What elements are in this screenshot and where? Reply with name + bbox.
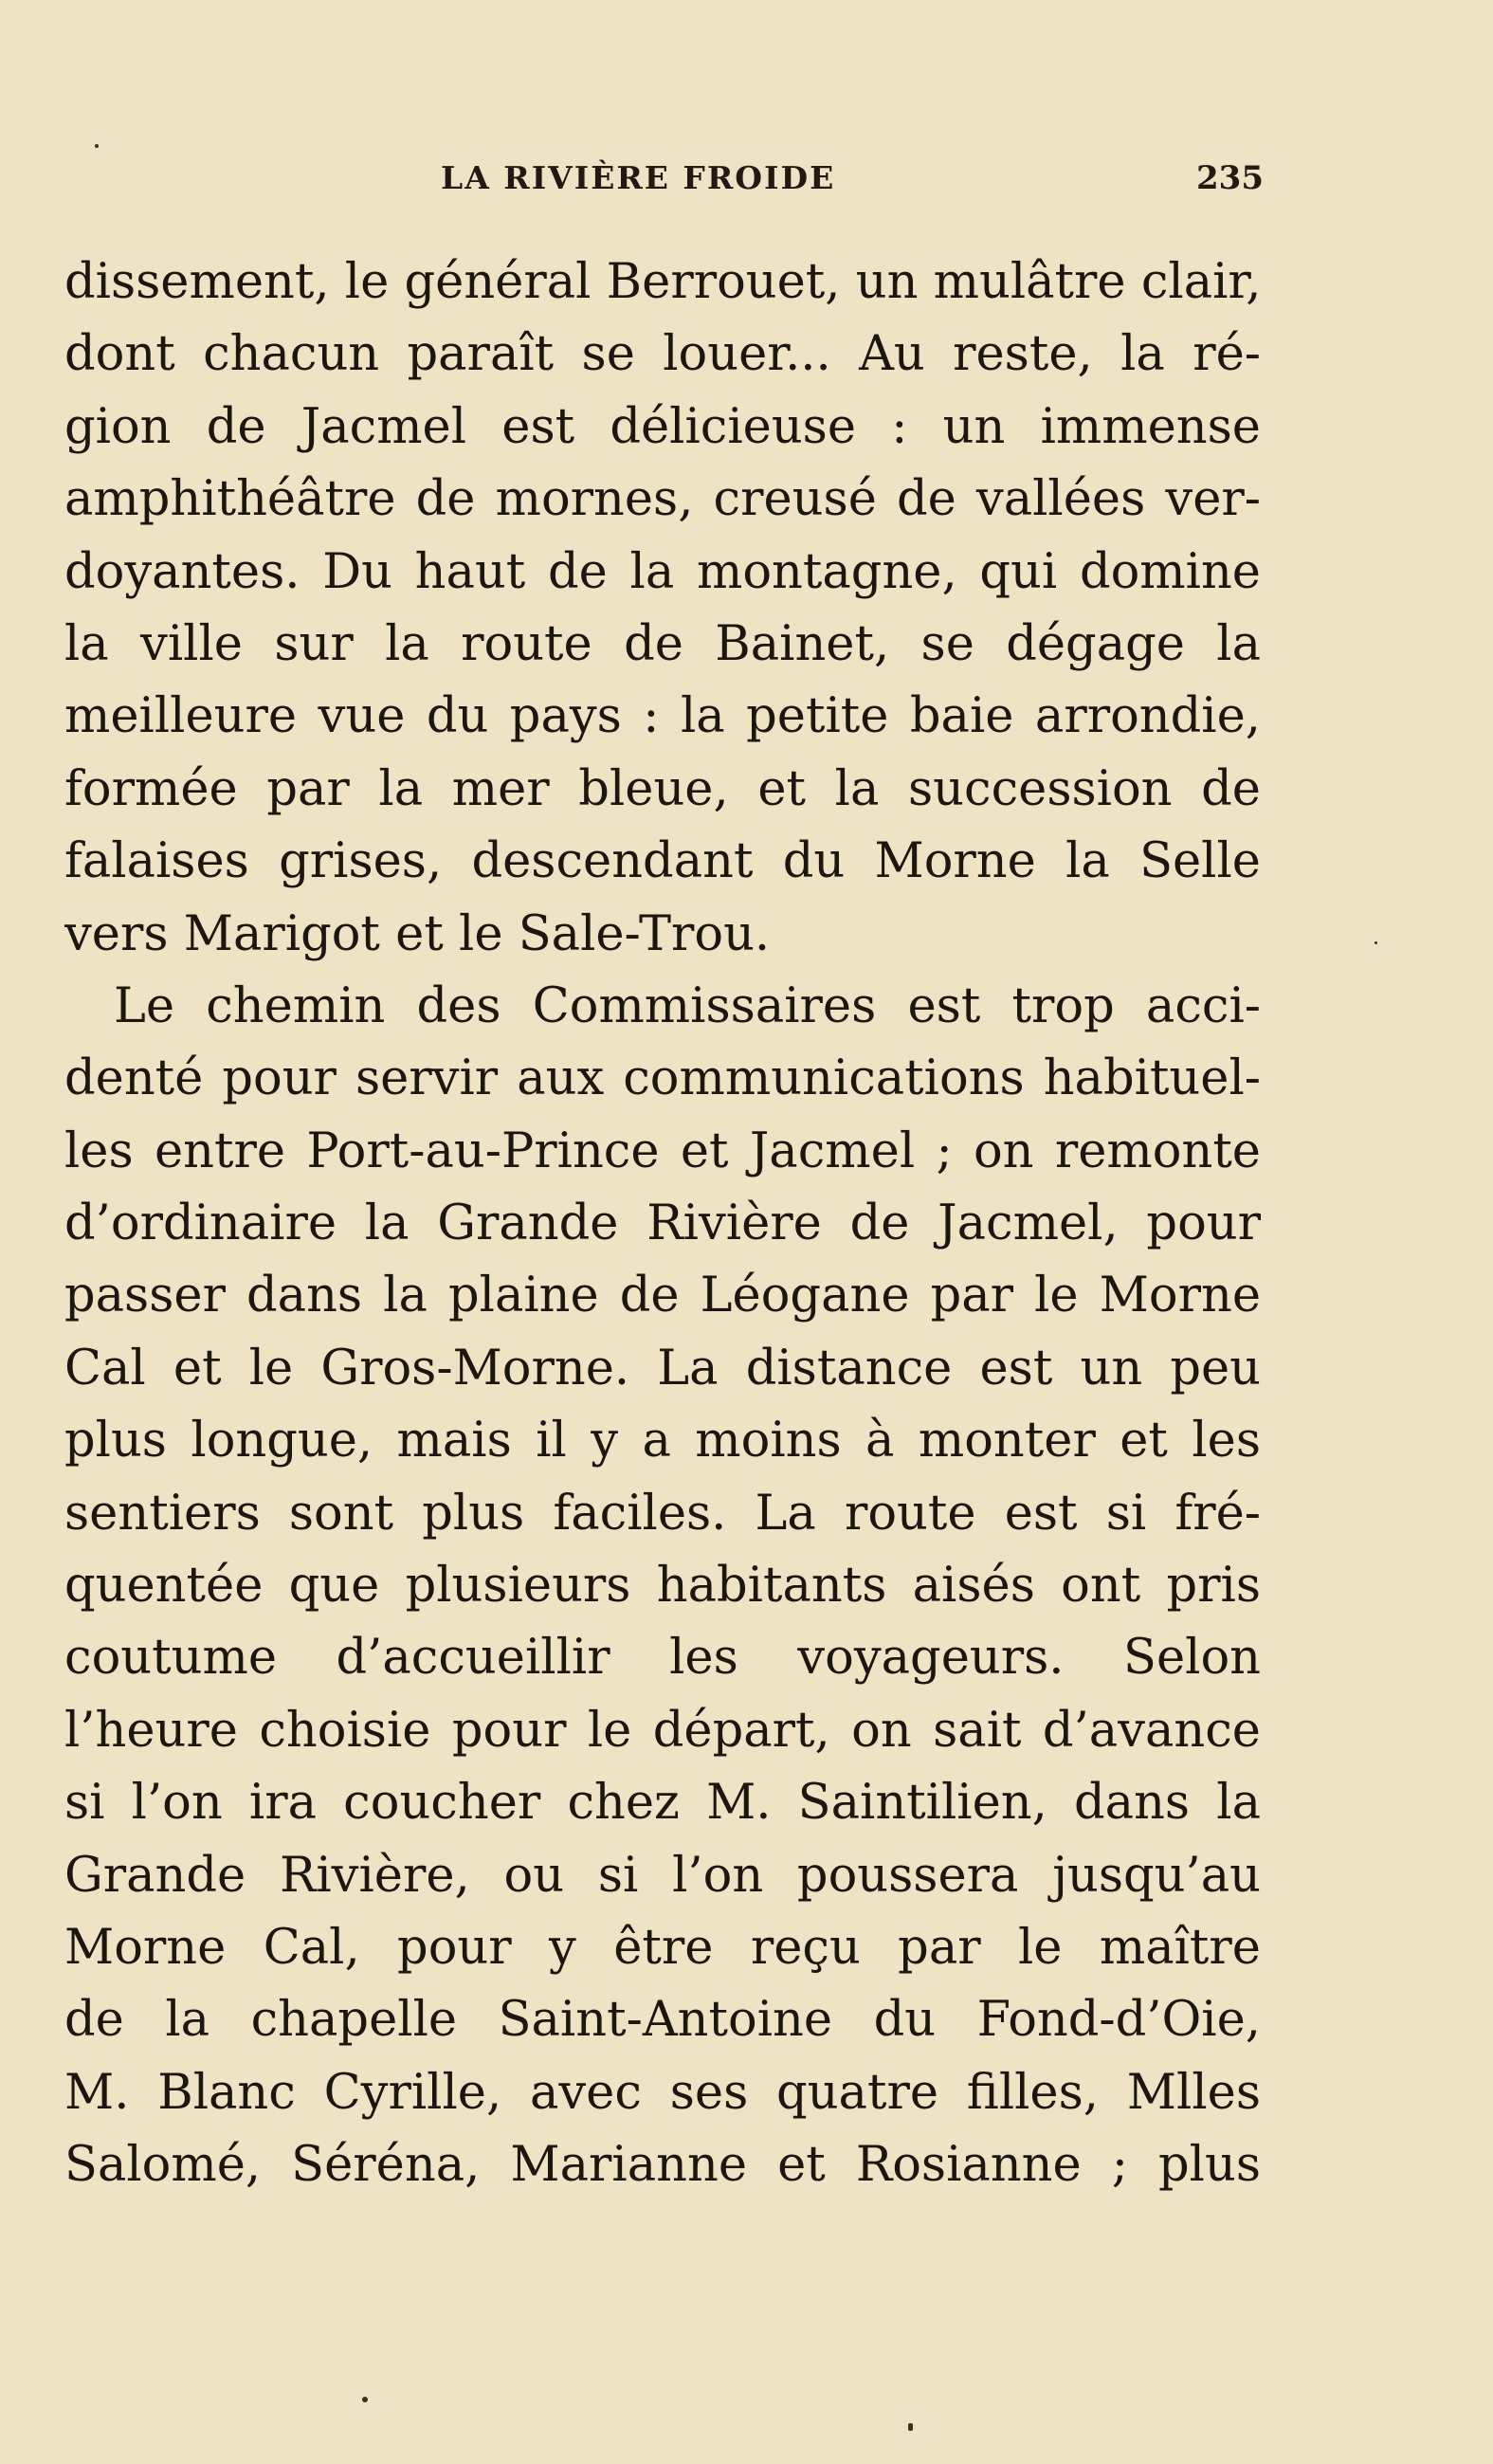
ink-speck [362,2397,368,2402]
text-line: doyantes. Du haut de la montagne, qui domine [64,543,1261,600]
text-line: passer dans la plaine de Léogane par le Morne [64,1268,1261,1324]
text-line: M. Blanc Cyrille, avec ses quatre filles, Mlles [64,2064,1261,2121]
text-line: les entre Port-au-Prince et Jacmel ; on remonte [64,1122,1261,1179]
text-line: d’ordinaire la Grande Rivière de Jacmel, pour [64,1195,1261,1252]
text-line: la ville sur la route de Bainet, se dégage la [64,615,1261,672]
text-line: sentiers sont plus faciles. La route est si fré- [64,1485,1261,1542]
text-line: falaises grises, descendant du Morne la Selle [64,833,1261,890]
text-line: denté pour servir aux communications habituel- [64,1050,1261,1107]
running-title: LA RIVIÈRE FROIDE [441,159,836,196]
text-line: formée par la mer bleue, et la succession de [64,760,1261,817]
paragraph [64,246,1261,971]
body-text [64,246,1261,2202]
paragraph [64,971,1261,2202]
text-line: dissement, le général Berrouet, un mulâtre clair, [64,254,1261,310]
text-line: gion de Jacmel est délicieuse : un immense [64,398,1261,455]
text-line: amphithéâtre de mornes, creusé de vallées ver- [64,471,1261,528]
text-line: Cal et le Gros-Morne. La distance est un peu [64,1340,1261,1396]
text-line: quentée que plusieurs habitants aisés ont pris [64,1558,1261,1615]
ink-speck [95,144,99,148]
text-line: coutume d’accueillir les voyageurs. Selon [64,1630,1261,1687]
page-number: 235 [1196,159,1264,197]
ink-speck [908,2423,913,2431]
text-line: Grande Rivière, ou si l’on poussera jusqu’au [64,1847,1261,1904]
text-line: Morne Cal, pour y être reçu par le maître [64,1919,1261,1976]
text-line: plus longue, mais il y a moins à monter et les [64,1413,1261,1469]
text-line: Le chemin des Commissaires est trop acci- [114,977,1261,1034]
text-line: l’heure choisie pour le départ, on sait d’avance [64,1702,1261,1759]
text-line: vers Marigot et le Sale-Trou. [64,905,771,962]
text-line: dont chacun paraît se louer... Au reste, la ré- [64,326,1261,383]
ink-speck [1375,941,1377,944]
text-line: si l’on ira coucher chez M. Saintilien, dans la [64,1775,1261,1832]
text-line: de la chapelle Saint-Antoine du Fond-d’Oie, [64,1992,1261,2049]
text-line: Salomé, Séréna, Marianne et Rosianne ; plus [64,2137,1261,2194]
text-line: meilleure vue du pays : la petite baie arrondie, [64,688,1261,745]
